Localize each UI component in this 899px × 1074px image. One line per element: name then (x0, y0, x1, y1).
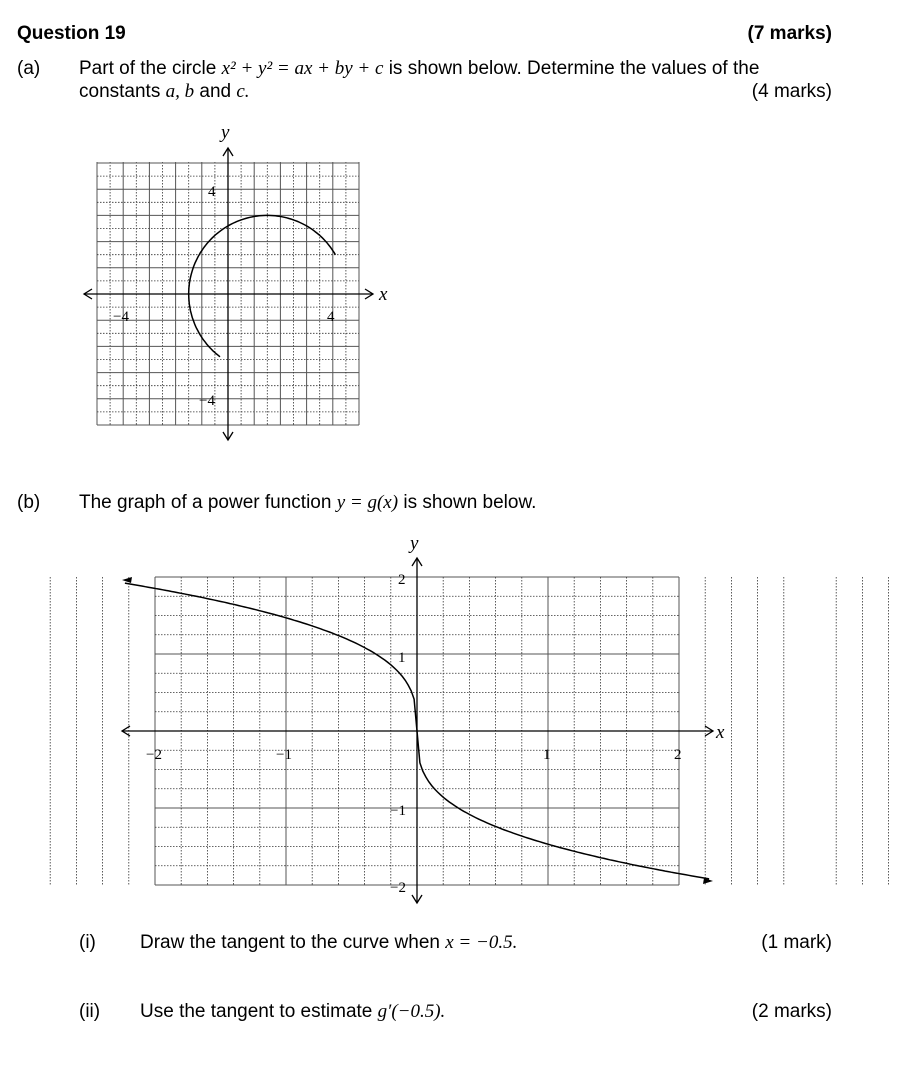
power-graph-x-label: x (716, 722, 725, 743)
part-b-line (79, 492, 536, 514)
power-graph-tick-y-neg2: −2 (390, 880, 406, 896)
sub-i-text: Draw the tangent to the curve when (140, 932, 440, 953)
part-b-text-before: The graph of a power function (79, 492, 332, 513)
curve-arrow-left (122, 577, 132, 583)
part-a-text-after: is shown below. Determine the values of the (388, 58, 760, 79)
power-function-math: y = g(x) (336, 492, 399, 513)
circle-graph-tick-x-neg: −4 (113, 309, 129, 325)
power-graph-tick-x-pos1: 1 (543, 747, 551, 763)
power-graph-tick-y-2: 2 (398, 572, 406, 588)
power-graph-tick-x-neg2: −2 (146, 747, 162, 763)
power-graph-tick-x-neg1: −1 (276, 747, 292, 763)
part-b-label: (b) (17, 492, 41, 513)
question-title: Question 19 (17, 23, 126, 44)
part-a-constant-c: c. (236, 81, 250, 102)
circle-graph-tick-y-pos: 4 (208, 184, 216, 200)
sub-ii-marks: (2 marks) (751, 1001, 832, 1022)
circle-graph (0, 0, 899, 470)
circle-arc (189, 215, 336, 356)
sub-ii-math: g′(−0.5). (377, 1001, 446, 1022)
sub-ii-text: Use the tangent to estimate (140, 1001, 373, 1022)
sub-i-marks: (1 mark) (761, 932, 832, 953)
power-function-graph (0, 520, 899, 920)
sub-i-line (140, 932, 517, 954)
circle-graph-axes (84, 148, 373, 440)
circle-graph-y-label: y (221, 122, 230, 143)
circle-graph-tick-y-neg: −4 (199, 393, 215, 409)
part-a-text-before: Part of the circle (79, 58, 217, 79)
part-a-constants-math: a, b (165, 81, 195, 102)
sub-ii-line (140, 1001, 445, 1023)
power-graph-y-label: y (410, 533, 419, 554)
sub-i-math: x = −0.5. (445, 932, 518, 953)
sub-ii-label: (ii) (79, 1001, 101, 1022)
power-graph-tick-y-neg1: −1 (390, 803, 406, 819)
part-a-constants-text: constants (79, 81, 161, 102)
question-marks: (7 marks) (747, 23, 832, 44)
part-a-marks: (4 marks) (751, 81, 832, 102)
circle-graph-x-label: x (379, 284, 388, 305)
circle-graph-tick-x-pos: 4 (327, 309, 335, 325)
part-b-text-after: is shown below. (403, 492, 537, 513)
power-graph-tick-x-pos2: 2 (674, 747, 682, 763)
circle-equation: x² + y² = ax + by + c (221, 58, 384, 79)
sub-i-label: (i) (79, 932, 96, 953)
part-a-and-text: and (199, 81, 232, 102)
power-graph-tick-y-1: 1 (398, 650, 406, 666)
part-a-label: (a) (17, 58, 41, 79)
